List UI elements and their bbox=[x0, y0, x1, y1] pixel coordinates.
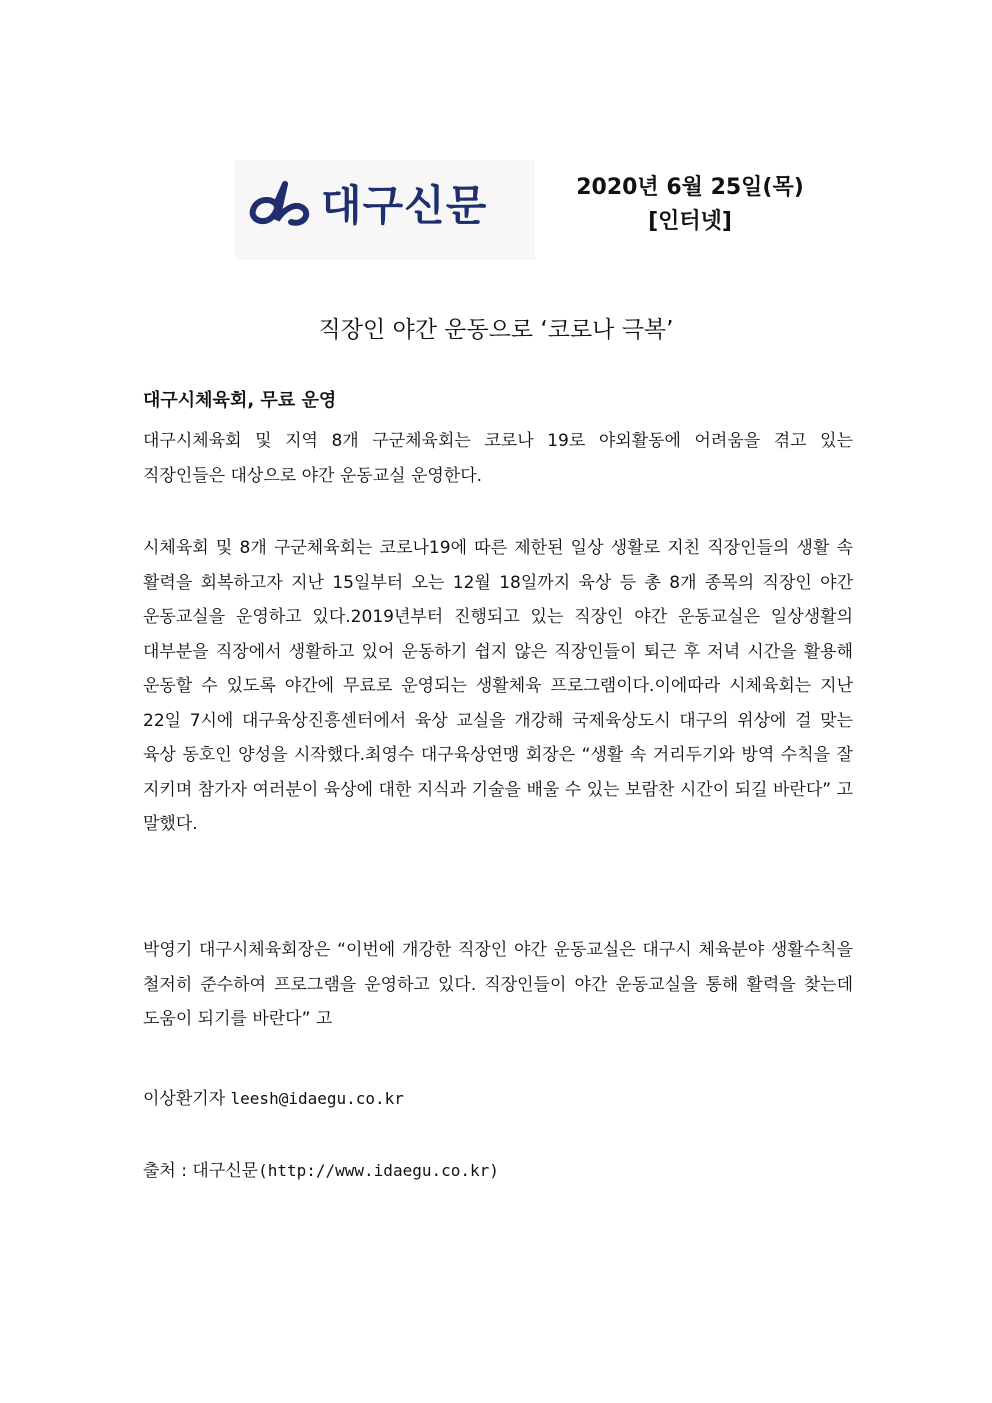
article-headline: 직장인 야간 운동으로 ‘코로나 극복’ bbox=[318, 317, 674, 343]
reporter-byline bbox=[143, 1084, 404, 1114]
daegu-shinmun-logo-icon bbox=[247, 180, 317, 228]
publication-medium: [인터넷] bbox=[648, 209, 732, 234]
publication-date: 2020년 6월 25일(목) bbox=[576, 175, 804, 200]
source-url: (http://www.idaegu.co.kr) bbox=[258, 1161, 499, 1180]
logo-text: 대구신문 bbox=[321, 181, 488, 230]
article-paragraph-1: 대구시체육회 및 지역 8개 구군체육회는 코로나 19로 야외활동에 어려움을 겪고 있는 직장인들은 대상으로 야간 운동교실 운영한다. bbox=[143, 431, 853, 486]
article-paragraph-3: 박영기 대구시체육회장은 “이번에 개강한 직장인 야간 운동교실은 대구시 체육분야 생활수칙을 철저히 준수하여 프로그램을 운영하고 있다. 직장인들이 야간 운동교실을 통해 활력을 찾는데 도움이 되기를 바란다” 고 bbox=[143, 940, 853, 1029]
article-paragraph-2: 시체육회 및 8개 구군체육회는 코로나19에 따른 제한된 일상 생활로 지친 직장인들의 생활 속 활력을 회복하고자 지난 15일부터 오는 12월 18일까지 육상 등 총 8개 종목의 직장인 야간 운동교실을 운영하고 있다.2019년부터 진행되고 있는 직장인 야간 운동교실은 일상생활의 대부분을 직장에서 생활하고 있어 운동하기 쉽지 않은 직장인들이 퇴근 후 저녁 시간을 활용해 운동할 수 있도록 야간에 무료로 운영되는 생활체육 프로그램이다.이에따라 시체육회는 지난 22일 7시에 대구육상진흥센터에서 육상 교실을 개강해 국제육상도시 대구의 위상에 걸 맞는 육상 동호인 양성을 시작했다.최영수 대구육상연맹 회장은 “생활 속 거리두기와 방역 수칙을 잘 지키며 참가자 여러분이 육상에 대한 지식과 기술을 배울 수 있는 보람찬 시간이 되길 바란다” 고 말했다. bbox=[143, 538, 853, 834]
article-source bbox=[143, 1156, 499, 1186]
newspaper-logo bbox=[235, 160, 535, 260]
article-subheading: 대구시체육회, 무료 운영 bbox=[143, 390, 337, 411]
source-label: 출처 : 대구신문 bbox=[143, 1161, 259, 1181]
reporter-email: leesh@idaegu.co.kr bbox=[230, 1089, 404, 1108]
reporter-name: 이상환기자 bbox=[143, 1089, 226, 1109]
